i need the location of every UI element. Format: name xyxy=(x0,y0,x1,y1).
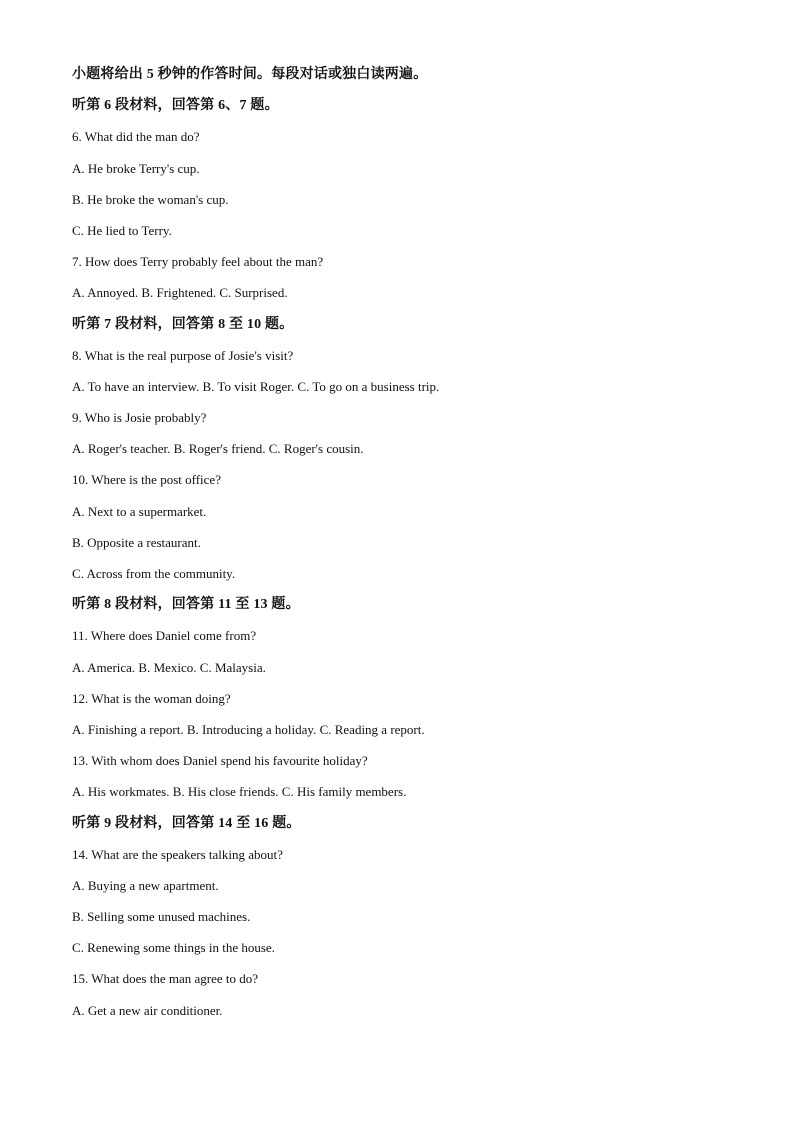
section-heading: 听第 7 段材料，回答第 8 至 10 题。 xyxy=(72,316,294,332)
question-text: 15. What does the man agree to do? xyxy=(72,971,259,987)
question-text: 11. Where does Daniel come from? xyxy=(72,628,257,644)
answer-option: A. Annoyed. B. Frightened. C. Surprised. xyxy=(72,285,288,301)
section-heading: 听第 6 段材料，回答第 6、7 题。 xyxy=(72,98,279,114)
answer-option: C. Across from the community. xyxy=(72,566,236,581)
question-text: 10. Where is the post office? xyxy=(72,472,221,488)
answer-option: A. Buying a new apartment. xyxy=(72,877,219,893)
answer-option: A. America. B. Mexico. C. Malaysia. xyxy=(72,659,266,675)
question-text: 8. What is the real purpose of Josie's visit? xyxy=(72,347,294,363)
question-text: 7. How does Terry probably feel about the man? xyxy=(72,254,324,270)
answer-option: A. Get a new air conditioner. xyxy=(72,1002,223,1018)
answer-option: A. To have an interview. B. To visit Roger. C. To go on a business trip. xyxy=(72,378,440,394)
question-text: 9. Who is Josie probably? xyxy=(72,410,207,426)
answer-option: B. He broke the woman's cup. xyxy=(72,191,229,207)
instruction-text: 小题将给出 5 秒钟的作答时间。每段对话或独白读两遍。 xyxy=(72,67,428,82)
section-heading: 听第 8 段材料，回答第 11 至 13 题。 xyxy=(72,597,300,613)
question-text: 12. What is the woman doing? xyxy=(72,690,231,706)
question-text: 6. What did the man do? xyxy=(72,129,200,145)
answer-option: A. He broke Terry's cup. xyxy=(72,160,200,176)
answer-option: B. Selling some unused machines. xyxy=(72,909,251,925)
answer-option: C. He lied to Terry. xyxy=(72,222,172,238)
answer-option: A. Roger's teacher. B. Roger's friend. C. Roger's cousin. xyxy=(72,441,364,457)
answer-option: A. His workmates. B. His close friends. C. His family members. xyxy=(72,784,407,800)
answer-option: A. Finishing a report. B. Introducing a holiday. C. Reading a report. xyxy=(72,721,425,737)
answer-option: C. Renewing some things in the house. xyxy=(72,940,275,956)
question-text: 13. With whom does Daniel spend his favourite holiday? xyxy=(72,753,368,769)
section-heading: 听第 9 段材料，回答第 14 至 16 题。 xyxy=(72,815,301,831)
answer-option: B. Opposite a restaurant. xyxy=(72,534,201,550)
document-page xyxy=(72,64,752,1031)
question-text: 14. What are the speakers talking about? xyxy=(72,846,283,862)
answer-option: A. Next to a supermarket. xyxy=(72,503,207,519)
